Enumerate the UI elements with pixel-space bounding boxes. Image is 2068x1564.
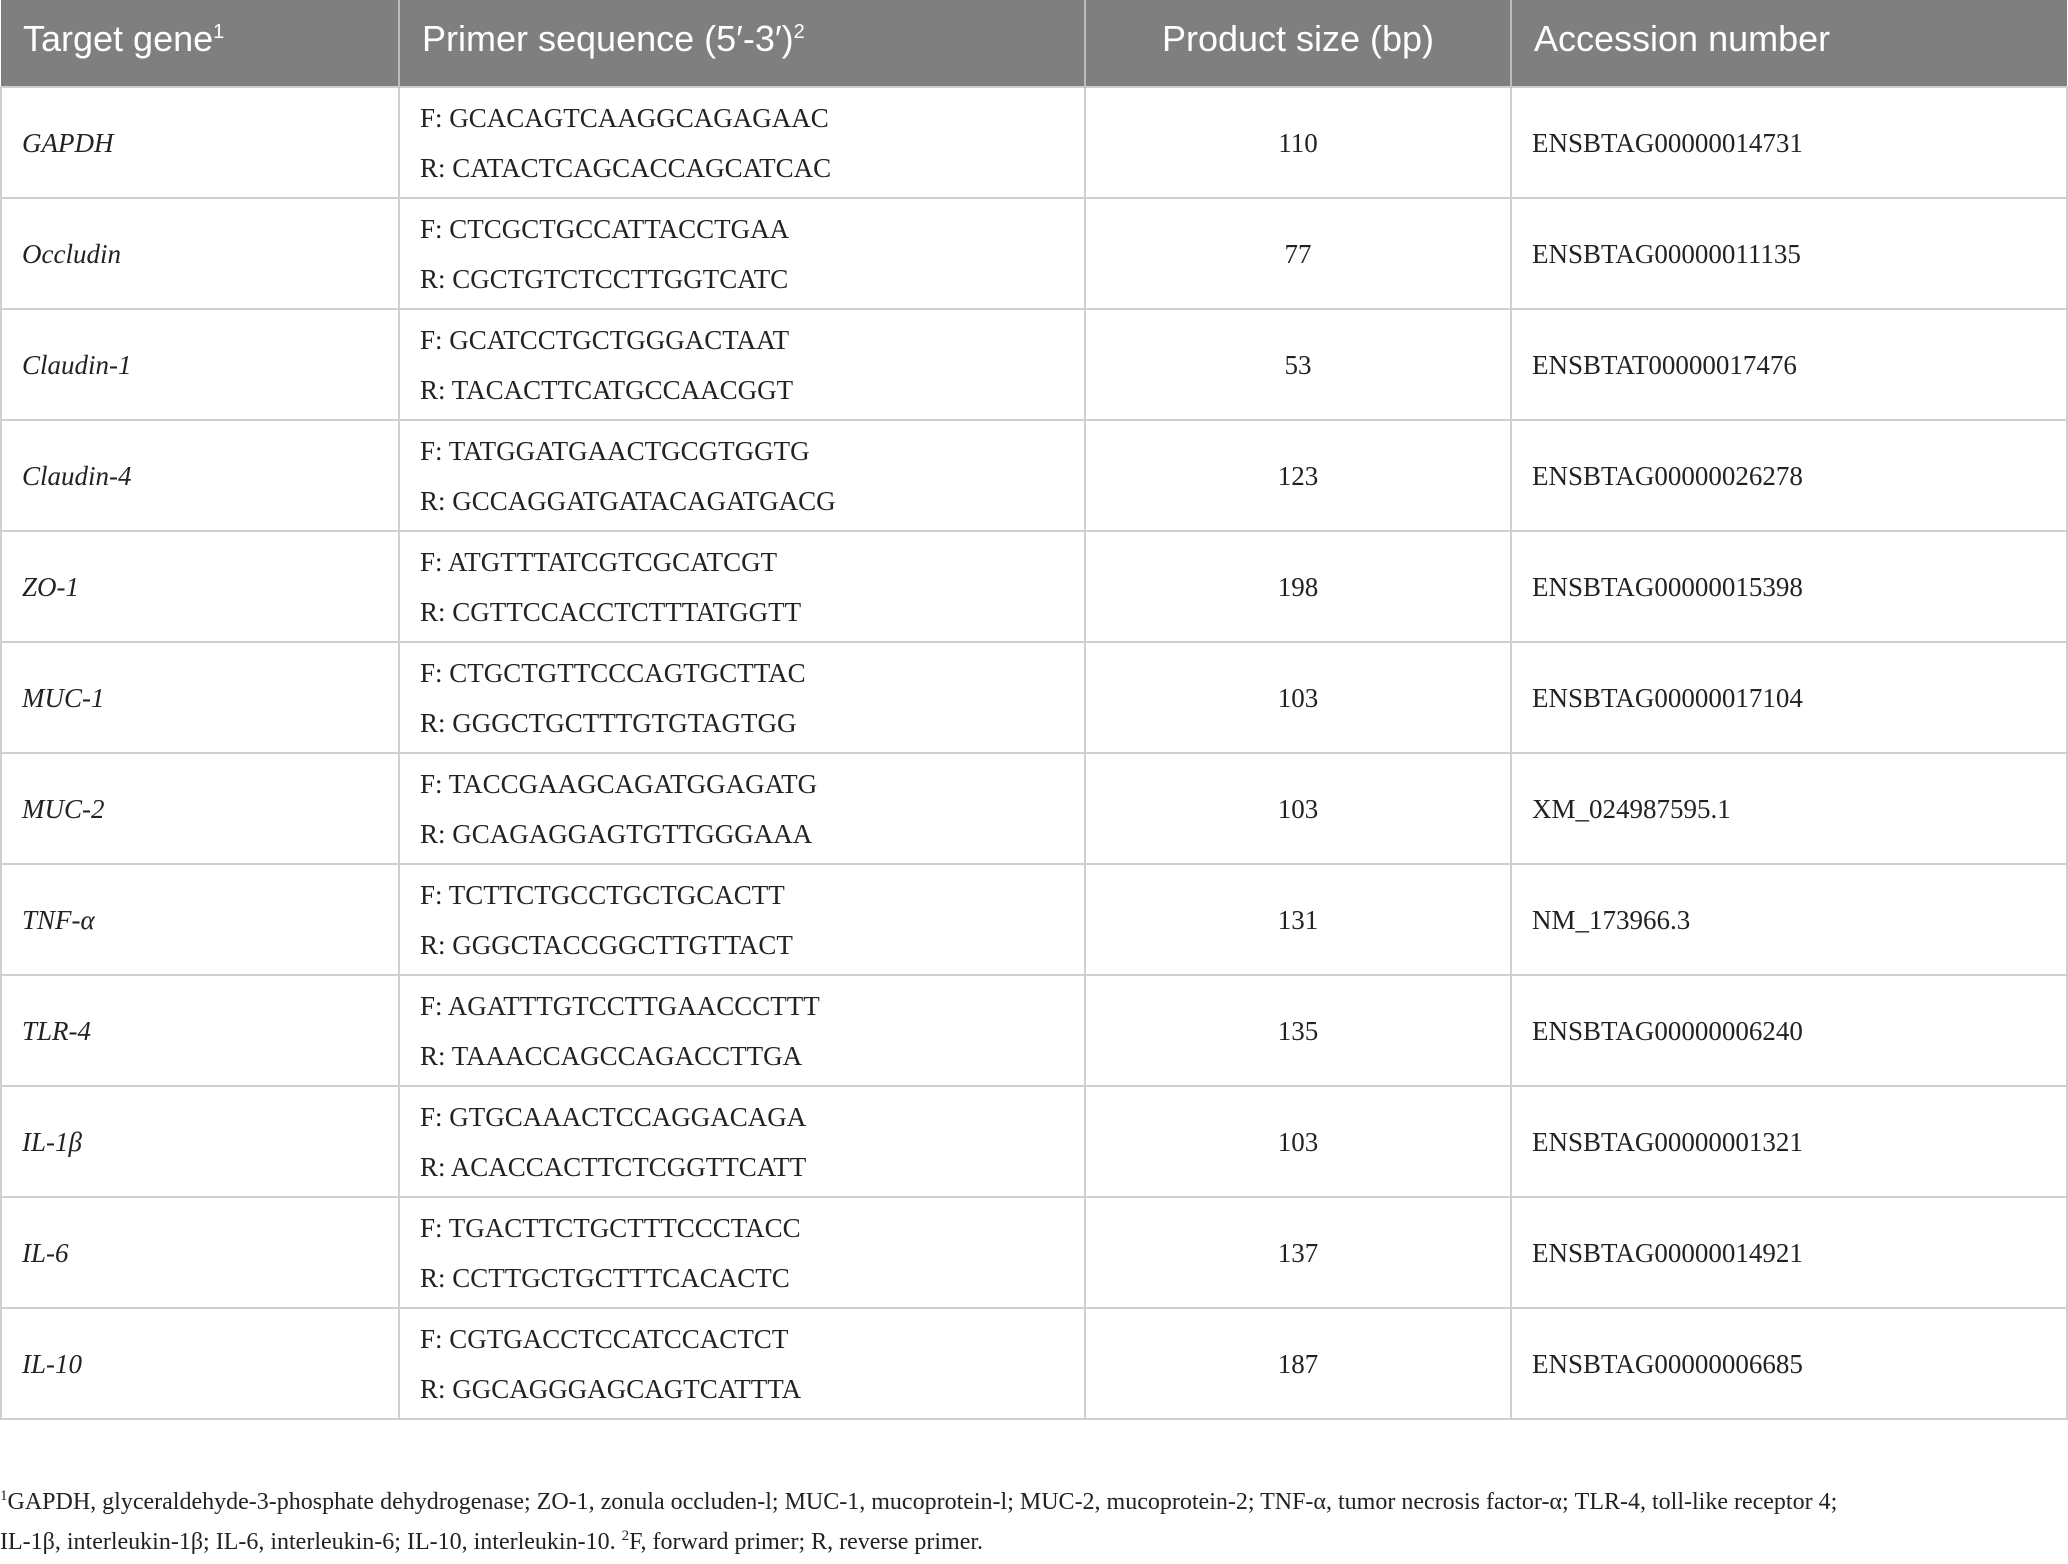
table-row	[1, 753, 2067, 864]
footnote-mark-1: 1	[0, 1488, 8, 1504]
cell-primer-sequence	[399, 753, 1085, 864]
cell-target-gene: TNF-α	[1, 864, 399, 975]
cell-accession-number: ENSBTAG00000026278	[1511, 420, 2067, 531]
reverse-primer: R: GGGCTACCGGCTTGTTACT	[420, 929, 793, 960]
cell-product-size: 123	[1085, 420, 1511, 531]
footnote-text-2a: IL-1β, interleukin-1β; IL-6, interleukin-6; IL-10, interleukin-10.	[0, 1529, 616, 1555]
table-header	[1, 0, 2067, 87]
cell-product-size: 198	[1085, 531, 1511, 642]
footnote-text-2b: F, forward primer; R, reverse primer.	[629, 1529, 984, 1555]
table-row	[1, 1308, 2067, 1419]
forward-primer: F: CGTGACCTCCATCCACTCT	[420, 1323, 789, 1354]
table-row	[1, 1197, 2067, 1308]
forward-primer: F: TCTTCTGCCTGCTGCACTT	[420, 879, 785, 910]
forward-primer: F: TGACTTCTGCTTTCCCTACC	[420, 1212, 801, 1243]
table-body	[1, 87, 2067, 1419]
cell-target-gene: Claudin-4	[1, 420, 399, 531]
cell-target-gene: IL-6	[1, 1197, 399, 1308]
forward-primer: F: AGATTTGTCCTTGAACCCTTT	[420, 990, 820, 1021]
table-row	[1, 198, 2067, 309]
cell-accession-number: ENSBTAG00000014731	[1511, 87, 2067, 198]
header-target-gene	[1, 0, 399, 87]
cell-accession-number: ENSBTAG00000017104	[1511, 642, 2067, 753]
table-row	[1, 420, 2067, 531]
table-footnote	[0, 1482, 2060, 1562]
cell-target-gene: GAPDH	[1, 87, 399, 198]
cell-primer-sequence	[399, 198, 1085, 309]
reverse-primer: R: GGGCTGCTTTGTGTAGTGG	[420, 707, 797, 738]
cell-primer-sequence	[399, 642, 1085, 753]
cell-accession-number: ENSBTAT00000017476	[1511, 309, 2067, 420]
cell-product-size: 110	[1085, 87, 1511, 198]
reverse-primer: R: GCCAGGATGATACAGATGACG	[420, 485, 836, 516]
forward-primer: F: CTCGCTGCCATTACCTGAA	[420, 213, 790, 244]
header-accession-number: Accession number	[1511, 0, 2067, 87]
cell-primer-sequence	[399, 531, 1085, 642]
footnote-text-1: GAPDH, glyceraldehyde-3-phosphate dehydrogenase; ZO-1, zonula occluden-l; MUC-1, mucoprotein-l; MUC-2, mucoprotein-2; TNF-α, tumor necrosis factor-α; TLR-4, toll-like receptor 4;	[7, 1489, 1838, 1515]
cell-primer-sequence	[399, 309, 1085, 420]
cell-product-size: 187	[1085, 1308, 1511, 1419]
cell-product-size: 135	[1085, 975, 1511, 1086]
cell-target-gene: ZO-1	[1, 531, 399, 642]
header-target-gene-footnote-mark: 1	[213, 21, 225, 43]
cell-accession-number: ENSBTAG00000014921	[1511, 1197, 2067, 1308]
cell-accession-number: ENSBTAG00000011135	[1511, 198, 2067, 309]
cell-product-size: 77	[1085, 198, 1511, 309]
table-row	[1, 531, 2067, 642]
cell-primer-sequence	[399, 87, 1085, 198]
header-product-size: Product size (bp)	[1085, 0, 1511, 87]
cell-target-gene: IL-1β	[1, 1086, 399, 1197]
cell-accession-number: ENSBTAG00000015398	[1511, 531, 2067, 642]
cell-primer-sequence	[399, 420, 1085, 531]
reverse-primer: R: GCAGAGGAGTGTTGGGAAA	[420, 818, 813, 849]
cell-primer-sequence	[399, 1308, 1085, 1419]
cell-product-size: 103	[1085, 1086, 1511, 1197]
cell-target-gene: Occludin	[1, 198, 399, 309]
forward-primer: F: ATGTTTATCGTCGCATCGT	[420, 546, 778, 577]
table-row	[1, 975, 2067, 1086]
cell-accession-number: NM_173966.3	[1511, 864, 2067, 975]
cell-target-gene: MUC-1	[1, 642, 399, 753]
forward-primer: F: TACCGAAGCAGATGGAGATG	[420, 768, 818, 799]
cell-accession-number: XM_024987595.1	[1511, 753, 2067, 864]
cell-primer-sequence	[399, 864, 1085, 975]
cell-target-gene: IL-10	[1, 1308, 399, 1419]
table-row	[1, 642, 2067, 753]
header-primer-sequence	[399, 0, 1085, 87]
cell-accession-number: ENSBTAG00000006240	[1511, 975, 2067, 1086]
footnote-mark-2: 2	[621, 1528, 630, 1544]
footnote-line-1	[0, 1482, 2060, 1522]
cell-product-size: 137	[1085, 1197, 1511, 1308]
forward-primer: F: GCACAGTCAAGGCAGAGAAC	[420, 102, 829, 133]
cell-product-size: 103	[1085, 642, 1511, 753]
cell-product-size: 103	[1085, 753, 1511, 864]
header-primer-sequence-label: Primer sequence (5′-3′)	[422, 18, 794, 59]
cell-accession-number: ENSBTAG00000006685	[1511, 1308, 2067, 1419]
forward-primer: F: CTGCTGTTCCCAGTGCTTAC	[420, 657, 806, 688]
table-row	[1, 864, 2067, 975]
forward-primer: F: GCATCCTGCTGGGACTAAT	[420, 324, 790, 355]
reverse-primer: R: TACACTTCATGCCAACGGT	[420, 374, 794, 405]
reverse-primer: R: GGCAGGGAGCAGTCATTTA	[420, 1373, 802, 1404]
header-row	[1, 0, 2067, 87]
reverse-primer: R: TAAACCAGCCAGACCTTGA	[420, 1040, 803, 1071]
cell-product-size: 53	[1085, 309, 1511, 420]
header-primer-sequence-footnote-mark: 2	[793, 21, 805, 43]
reverse-primer: R: CATACTCAGCACCAGCATCAC	[420, 152, 832, 183]
cell-primer-sequence	[399, 975, 1085, 1086]
cell-accession-number: ENSBTAG00000001321	[1511, 1086, 2067, 1197]
forward-primer: F: GTGCAAACTCCAGGACAGA	[420, 1101, 807, 1132]
reverse-primer: R: CCTTGCTGCTTTCACACTC	[420, 1262, 790, 1293]
header-target-gene-label: Target gene	[23, 18, 214, 59]
reverse-primer: R: ACACCACTTCTCGGTTCATT	[420, 1151, 807, 1182]
forward-primer: F: TATGGATGAACTGCGTGGTG	[420, 435, 810, 466]
table-row	[1, 309, 2067, 420]
cell-target-gene: TLR-4	[1, 975, 399, 1086]
cell-primer-sequence	[399, 1086, 1085, 1197]
table-row	[1, 1086, 2067, 1197]
table-row	[1, 87, 2067, 198]
cell-target-gene: MUC-2	[1, 753, 399, 864]
reverse-primer: R: CGTTCCACCTCTTTATGGTT	[420, 596, 802, 627]
footnote-line-2	[0, 1522, 2060, 1562]
cell-primer-sequence	[399, 1197, 1085, 1308]
reverse-primer: R: CGCTGTCTCCTTGGTCATC	[420, 263, 789, 294]
cell-target-gene: Claudin-1	[1, 309, 399, 420]
cell-product-size: 131	[1085, 864, 1511, 975]
